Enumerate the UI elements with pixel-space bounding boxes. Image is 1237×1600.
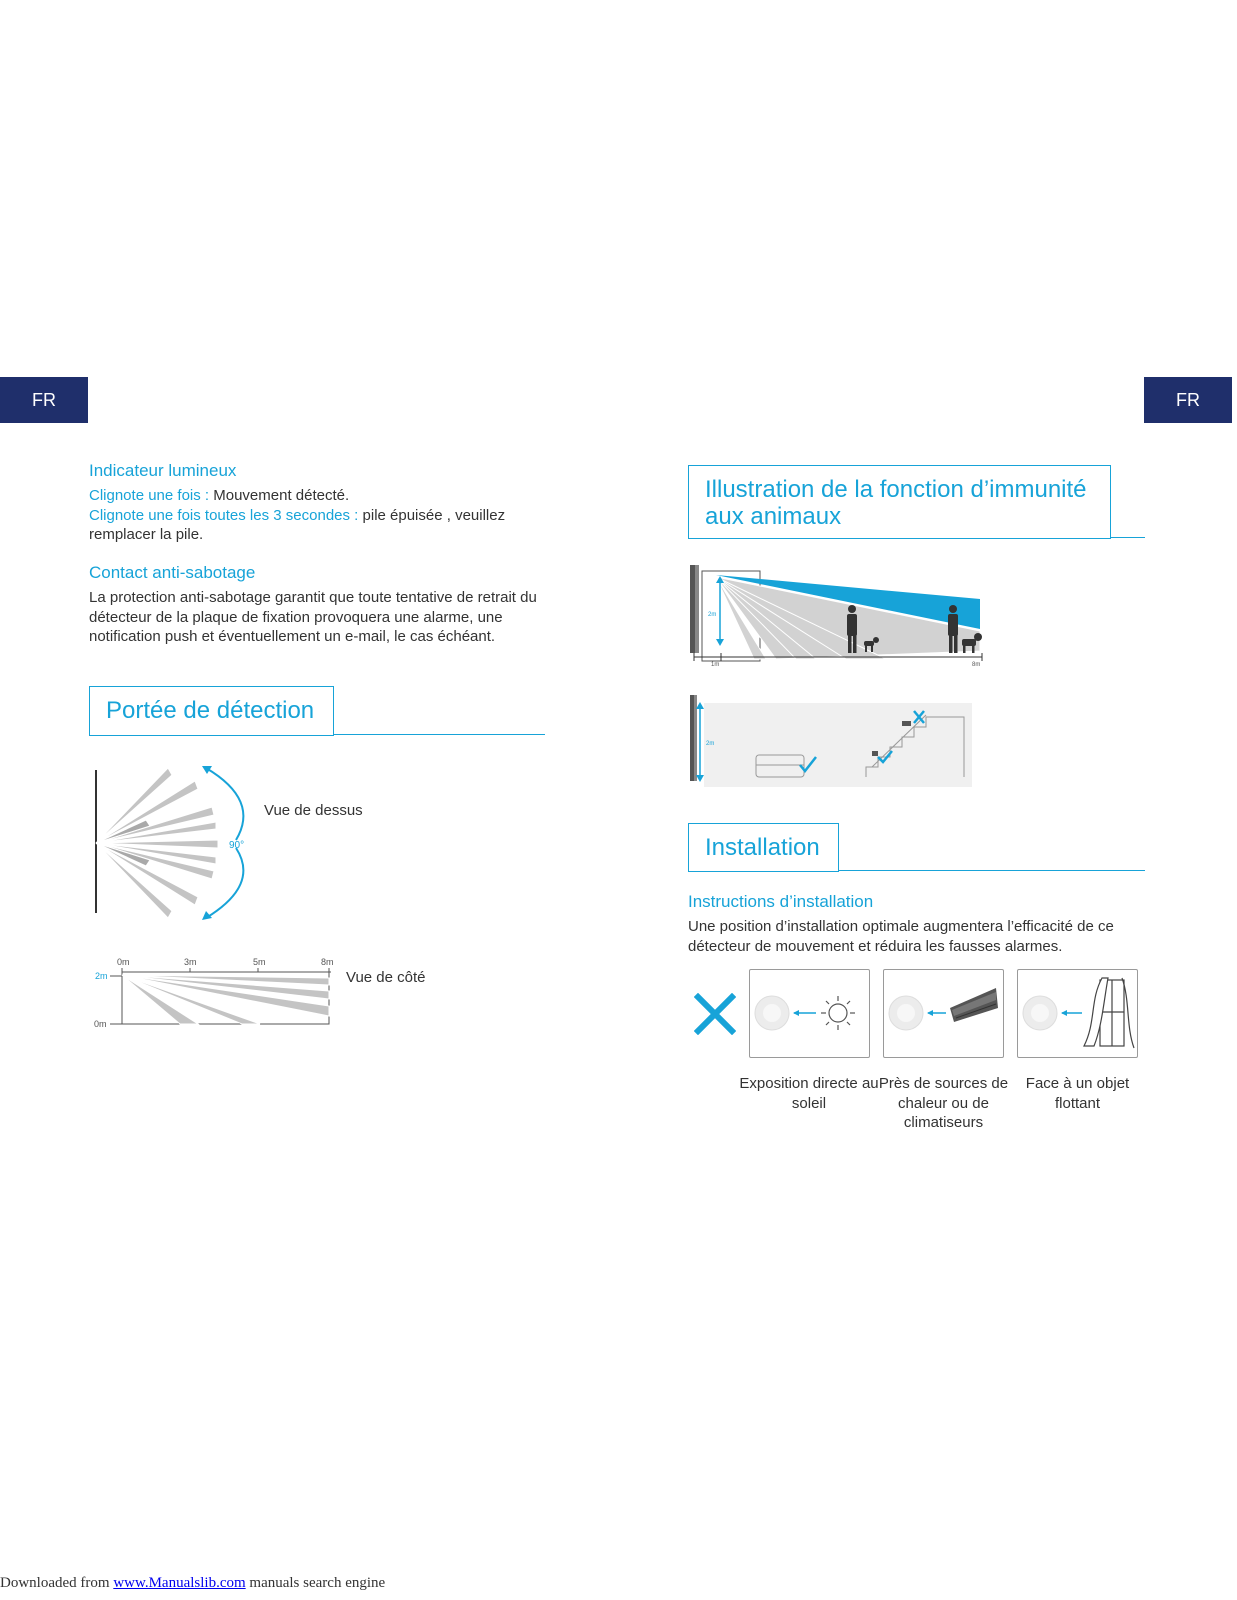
placement-tile-heater bbox=[883, 969, 1004, 1058]
distance-label: 1m bbox=[711, 662, 720, 668]
cross-icon bbox=[694, 993, 736, 1035]
tick-label: 3m bbox=[184, 957, 197, 967]
tick-label: 8m bbox=[321, 957, 334, 967]
curtain-scene bbox=[1018, 970, 1137, 1057]
top-view-label: Vue de dessus bbox=[264, 802, 363, 819]
indicator-key-2: Clignote une fois toutes les 3 secondes : bbox=[89, 506, 363, 524]
heading-rule bbox=[1110, 537, 1145, 538]
tamper-text: La protection anti-sabotage garantit que toute tentative de retrait du détecteur de la plaque de fixation provoquera une alarme, une notification push et éventuellement un e-mail, le cas échéant. bbox=[89, 589, 537, 645]
indicator-val-1: Mouvement détecté. bbox=[213, 487, 350, 504]
language-tab-right bbox=[1144, 377, 1232, 423]
pet-immunity-figure-2 bbox=[686, 695, 976, 790]
language-tab-left bbox=[0, 377, 88, 423]
detection-beams bbox=[96, 768, 218, 918]
side-height-bottom: 0m bbox=[94, 1019, 107, 1029]
tamper-title: Contact anti-sabotage bbox=[89, 563, 256, 582]
placement-tile-curtain bbox=[1017, 969, 1138, 1058]
pet-immunity-figure-1 bbox=[686, 563, 986, 678]
top-view-diagram bbox=[80, 760, 260, 920]
indicator-title: Indicateur lumineux bbox=[89, 461, 237, 480]
range-heading: Portée de détection bbox=[89, 686, 334, 736]
side-view-diagram bbox=[80, 955, 340, 1045]
footer-suffix: manuals search engine bbox=[245, 1575, 386, 1591]
footer-link[interactable]: www.Manualslib.com bbox=[113, 1575, 246, 1591]
tick-label: 5m bbox=[253, 957, 266, 967]
caption-sun: Exposition directe au soleil bbox=[739, 1075, 879, 1112]
tick-label: 0m bbox=[117, 957, 130, 967]
installation-heading: Installation bbox=[688, 823, 839, 872]
curtain-icon bbox=[1084, 978, 1134, 1048]
placement-tile-sun bbox=[749, 969, 870, 1058]
side-view-label: Vue de côté bbox=[346, 969, 426, 986]
cat-icon bbox=[902, 721, 911, 726]
install-text: Une position d’installation optimale augmentera l’efficacité de ce détecteur de mouvement et réduira les fausses alarmes. bbox=[688, 918, 1114, 955]
language-tab-label: FR bbox=[1176, 389, 1200, 410]
footer-prefix: Downloaded from bbox=[0, 1575, 114, 1591]
sun-scene bbox=[750, 970, 869, 1057]
heading-rule bbox=[333, 734, 545, 735]
sun-icon bbox=[821, 996, 855, 1030]
indicator-text bbox=[89, 486, 529, 545]
height-label: 2m bbox=[706, 741, 715, 747]
install-subheading: Instructions d’installation bbox=[688, 892, 874, 911]
footer bbox=[0, 1575, 385, 1592]
side-ticks bbox=[117, 957, 334, 967]
pet-immunity-heading: Illustration de la fonction d’immunité aux animaux bbox=[688, 465, 1111, 539]
heading-rule bbox=[838, 870, 1145, 871]
ac-scene bbox=[884, 970, 1003, 1057]
side-height-top: 2m bbox=[95, 971, 108, 981]
angle-label: 90° bbox=[229, 840, 245, 851]
air-conditioner-icon bbox=[950, 988, 998, 1022]
indicator-key-1: Clignote une fois : bbox=[89, 487, 214, 504]
height-label: 2m bbox=[708, 612, 717, 618]
room-backdrop bbox=[704, 703, 972, 787]
caption-heat: Près de sources de chaleur ou de climatiseurs bbox=[878, 1075, 1009, 1131]
cat-icon bbox=[872, 751, 878, 756]
language-tab-label: FR bbox=[32, 389, 56, 410]
indicator-val-2: pile épuisée , veuillez remplacer la pile. bbox=[89, 506, 506, 543]
distance-label: 8m bbox=[972, 662, 981, 668]
caption-floating: Face à un objet flottant bbox=[1025, 1075, 1130, 1112]
